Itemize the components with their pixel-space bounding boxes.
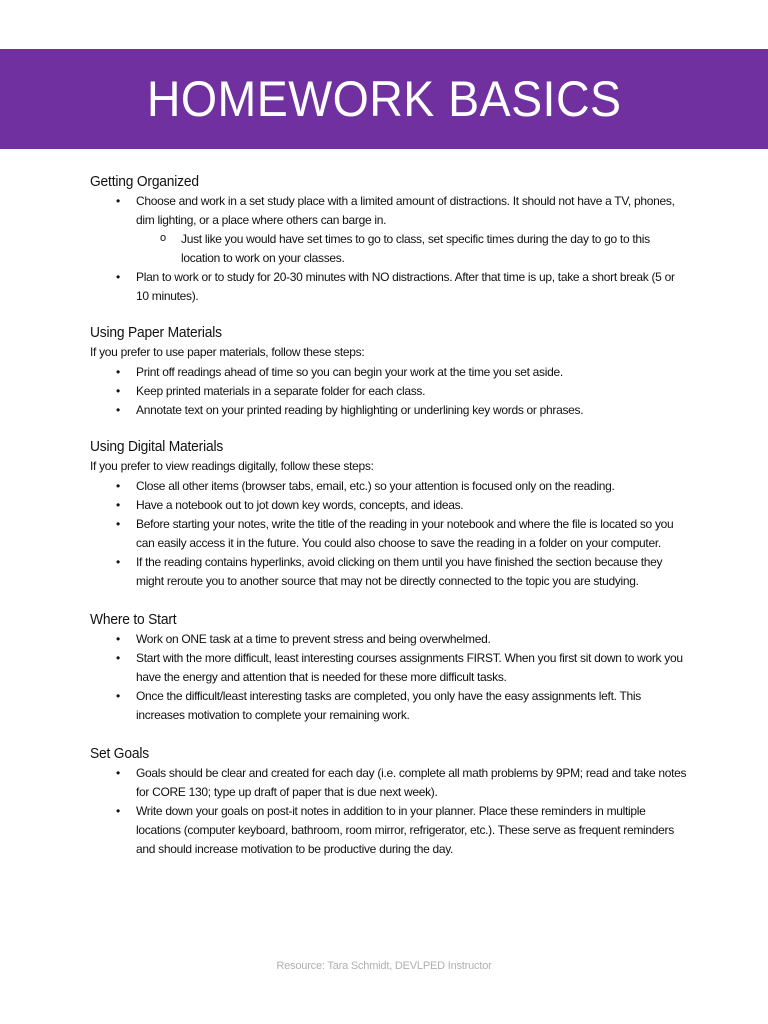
resource-footer: Resource: Tara Schmidt, DEVLPED Instructor [276, 960, 492, 972]
list-item: • Print off readings ahead of time so you can begin your work at the time you set aside. [90, 363, 690, 382]
bullet-list [90, 363, 690, 420]
section-heading: Using Digital Materials [90, 438, 224, 455]
sub-list-item: o Just like you would have set times to go to class, set specific times during the day to go to this location to work on your classes. [90, 230, 690, 268]
list-item: • Choose and work in a set study place with a limited amount of distractions. It should not have a TV, phones, dim lighting, or a place where others can barge in. [90, 192, 690, 230]
list-item: • Goals should be clear and created for each day (i.e. complete all math problems by 9PM; read and take notes for CORE 130; type up draft of paper that is due next week). [90, 764, 690, 802]
bullet-list [90, 477, 690, 591]
section-heading: Set Goals [90, 745, 149, 762]
page-title: HOMEWORK BASICS [146, 71, 622, 127]
section-paper-materials [90, 324, 690, 420]
section-set-goals [90, 745, 690, 859]
bullet-list [90, 764, 690, 859]
list-item: • Close all other items (browser tabs, email, etc.) so your attention is focused only on the reading. [90, 477, 690, 496]
section-getting-organized [90, 173, 690, 306]
list-item: • Work on ONE task at a time to prevent stress and being overwhelmed. [90, 630, 690, 649]
section-heading: Getting Organized [90, 173, 199, 190]
list-item: • Write down your goals on post-it notes in addition to in your planner. Place these reminders in multiple locations (computer keyboard, bathroom, room mirror, refrigerator, etc.). These serve as frequent reminders and should increase motivation to be productive during the day. [90, 802, 690, 859]
list-item: • Start with the more difficult, least interesting courses assignments FIRST. When you first sit down to work you have the energy and attention that is needed for these more difficult tasks. [90, 649, 690, 687]
bullet-list [90, 630, 690, 725]
document-body [90, 173, 690, 879]
bullet-list [90, 192, 690, 306]
list-item: • Annotate text on your printed reading by highlighting or underlining key words or phrases. [90, 401, 690, 420]
list-item: • Have a notebook out to jot down key words, concepts, and ideas. [90, 496, 690, 515]
section-digital-materials [90, 438, 690, 591]
section-intro: If you prefer to view readings digitally, follow these steps: [90, 459, 374, 473]
list-item: • Before starting your notes, write the title of the reading in your notebook and where the file is located so you can easily access it in the future. You could also choose to save the reading in a folder on your computer. [90, 515, 690, 553]
section-heading: Using Paper Materials [90, 324, 222, 341]
list-item: • Once the difficult/least interesting tasks are completed, you only have the easy assignments left. This increases motivation to complete your remaining work. [90, 687, 690, 725]
section-where-to-start [90, 611, 690, 725]
list-item: • Keep printed materials in a separate folder for each class. [90, 382, 690, 401]
list-item: • If the reading contains hyperlinks, avoid clicking on them until you have finished the section because they might reroute you to another source that may not be directly connected to the topic you are studying. [90, 553, 690, 591]
section-intro: If you prefer to use paper materials, follow these steps: [90, 345, 365, 359]
section-heading: Where to Start [90, 611, 177, 628]
title-banner [0, 49, 768, 149]
list-item: • Plan to work or to study for 20-30 minutes with NO distractions. After that time is up, take a short break (5 or 10 minutes). [90, 268, 690, 306]
